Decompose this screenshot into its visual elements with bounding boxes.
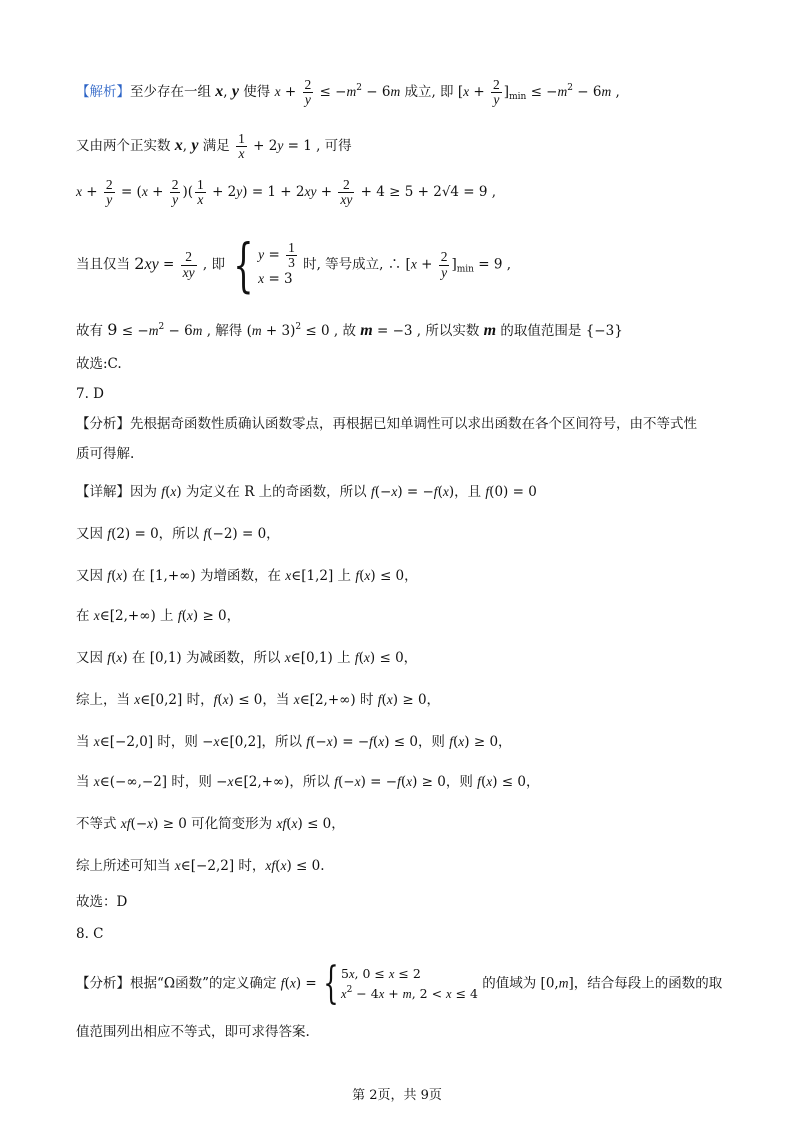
line-9: 质可得解. — [76, 446, 135, 462]
line-6: 故选:C. — [76, 356, 122, 372]
line-18: 不等式 xf(−x) ≥ 0 可化简变形为 xf(x) ≤ 0， — [76, 816, 345, 832]
line-19: 综上所述可知当 x∈[−2,2] 时，xf(x) ≤ 0. — [76, 858, 325, 874]
line-1-text: 至少存在一组 x, y 使得 x + $\frac{2}{y}$ ≤ $-m^2 - 6m$ 成立, 即 [x + $\frac{2}{y}$ ]$_{min} \le -m^2 - 6m$ , — [130, 77, 620, 108]
line-14: 又因 f(x) 在 [0,1) 为减函数，所以 x∈[0,1) 上 f(x) ≤ 0， — [76, 650, 418, 666]
line-3: x + $\frac{2}{y}$ = (x + $\frac{2}{y}$ )( $\frac{1}{x}$ + 2y) = 1 + 2xy + $\frac{2}{xy}$ + 4 ≥ 5 + 2√4 = 9 , — [76, 177, 497, 208]
line-5: 故有 $9 \le -m^2 - 6m$ , 解得 $(m + 3)^2 \le 0$ , 故 m = −3 , 所以实数 m 的取值范围是 {−3} — [76, 320, 623, 339]
line-11: 又因 f(2) = 0，所以 f(−2) = 0， — [76, 526, 280, 542]
line-17: 当 x∈(−∞,−2] 时，则 −x∈[2,+∞)，所以 f(−x) = −f(x) ≥ 0，则 f(x) ≤ 0， — [76, 774, 540, 790]
line-16: 当 x∈[−2,0] 时，则 −x∈[0,2]，所以 f(−x) = −f(x) ≤ 0，则 f(x) ≥ 0， — [76, 734, 512, 750]
line-12: 又因 f(x) 在 [1,+∞) 为增函数，在 x∈[1,2] 上 f(x) ≤ 0， — [76, 568, 418, 584]
page-footer: 第 2页，共 9页 — [352, 1088, 442, 1103]
line-8: 【分析】先根据奇函数性质确认函数零点，再根据已知单调性可以求出函数在各个区间符号，由不等式性 — [76, 416, 697, 432]
line-20: 故选：D — [76, 894, 128, 910]
analysis-label: 【解析】 — [76, 84, 130, 101]
line-1 — [76, 78, 620, 107]
line-23: 值范围列出相应不等式，即可求得答案. — [76, 1024, 310, 1040]
line-13: 在 x∈[2,+∞) 上 f(x) ≥ 0， — [76, 608, 241, 624]
line-22: 【分析】根据“Ω函数”的定义确定 f(x) = { 5x, 0 ≤ x ≤ 2 $x^2 - 4x + m$, 2 < x ≤ 4 的值域为 [0,m]，结合每段上的函数的取 — [76, 958, 723, 1009]
line-2: 又由两个正实数 x, y 满足 $\frac{1}{x}$ + 2y = 1 , 可得 — [76, 131, 352, 162]
line-21: 8. C — [76, 926, 104, 942]
line-15: 综上，当 x∈[0,2] 时，f(x) ≤ 0，当 x∈[2,+∞) 时 f(x) ≥ 0， — [76, 692, 441, 708]
line-7: 7. D — [76, 386, 104, 402]
line-4: 当且仅当 2xy = $\frac{2}{xy}$ , 即 { y = $\frac{1}{3}$ x = 3 时, 等号成立, ∴ [x + $\frac{2}{y}$ ]$_{min} = 9$ , — [76, 231, 512, 299]
line-10: 【详解】因为 f(x) 为定义在 R 上的奇函数，所以 f(−x) = −f(x)，且 f(0) = 0 — [76, 484, 537, 500]
